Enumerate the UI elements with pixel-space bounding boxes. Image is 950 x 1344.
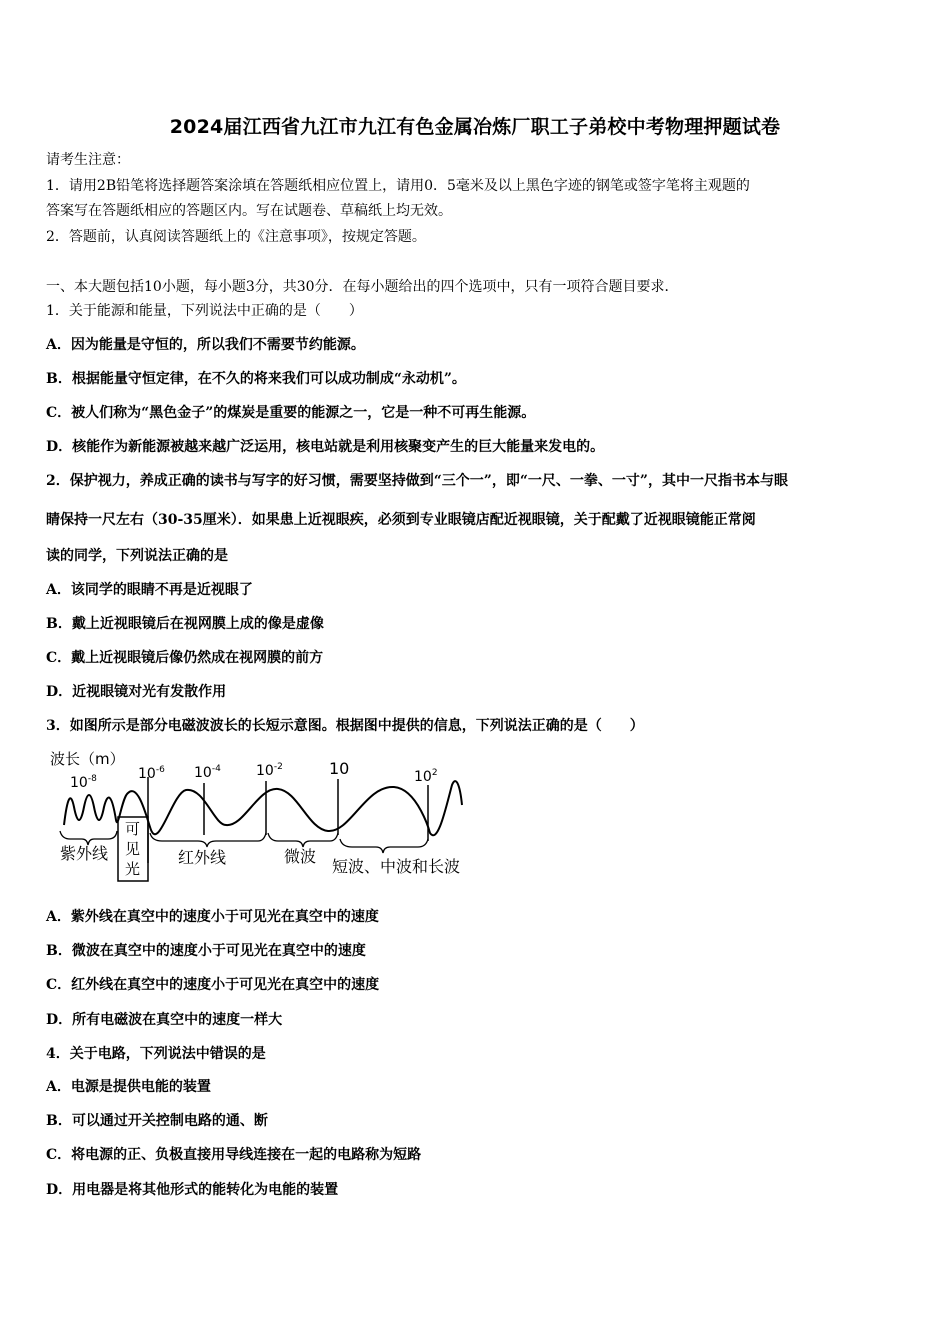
q1-option-d: D．核能作为新能源被越来越广泛运用，核电站就是利用核聚变产生的巨大能量来发电的。	[46, 439, 605, 455]
wavelength-figure	[46, 745, 476, 885]
q2-option-d: D．近视眼镜对光有发散作用	[46, 684, 227, 700]
band-label-microwave: 微波	[284, 847, 317, 866]
band-label-ir: 红外线	[178, 848, 227, 867]
uv-brace	[60, 831, 117, 845]
tick-label-1e-6: $10^{-6}$	[138, 765, 165, 782]
tick-label-10: 10	[329, 759, 350, 778]
axis-label: 波长（m）	[50, 750, 125, 768]
q2-option-c: C．戴上近视眼镜后像仍然成在视网膜的前方	[46, 650, 324, 666]
tick-label-1e2: $10^2$	[414, 768, 438, 785]
q3-option-d: D．所有电磁波在真空中的速度一样大	[46, 1012, 283, 1028]
radio-brace	[340, 839, 428, 853]
q4-option-a: A．电源是提供电能的装置	[46, 1079, 211, 1095]
band-label-uv: 紫外线	[60, 844, 109, 863]
band-label-visible-3: 光	[125, 860, 141, 878]
wave-curve	[64, 781, 462, 835]
tick-label-1e-4: $10^{-4}$	[194, 764, 221, 781]
q2-stem-line-1: 2．保护视力，养成正确的读书与写字的好习惯，需要坚持做到“三个一”，即“一尺、一拳、一寸”，其中一尺指书本与眼	[46, 473, 788, 489]
q2-option-b: B．戴上近视眼镜后在视网膜上成的像是虚像	[46, 616, 324, 632]
q3-stem: 3．如图所示是部分电磁波波长的长短示意图。根据图中提供的信息，下列说法正确的是（ ）	[46, 718, 644, 734]
notice-heading: 请考生注意：	[46, 152, 130, 168]
q4-stem: 4．关于电路，下列说法中错误的是	[46, 1046, 266, 1062]
q2-stem-line-2: 睛保持一尺左右（30-35厘米）．如果患上近视眼疾，必须到专业眼镜店配近视眼镜，关于配戴了近视眼镜能正常阅	[46, 512, 756, 528]
band-label-visible-2: 见	[125, 840, 141, 858]
section-heading: 一、本大题包括10小题，每小题3分，共30分．在每小题给出的四个选项中，只有一项符合题目要求．	[46, 279, 679, 295]
q1-option-c: C．被人们称为“黑色金子”的煤炭是重要的能源之一，它是一种不可再生能源。	[46, 405, 536, 421]
q3-option-b: B．微波在真空中的速度小于可见光在真空中的速度	[46, 943, 366, 959]
notice-item-1-line-1: 1．请用2B铅笔将选择题答案涂填在答题纸相应位置上，请用0．5毫米及以上黑色字迹的钢笔或签字笔将主观题的	[46, 178, 750, 194]
ir-brace	[150, 833, 266, 847]
q3-option-c: C．红外线在真空中的速度小于可见光在真空中的速度	[46, 977, 380, 993]
q4-option-c: C．将电源的正、负极直接用导线连接在一起的电路称为短路	[46, 1147, 422, 1163]
q1-stem: 1．关于能源和能量，下列说法中正确的是（ ）	[46, 303, 363, 319]
q4-option-b: B．可以通过开关控制电路的通、断	[46, 1113, 268, 1129]
page-title: 2024届江西省九江市九江有色金属冶炼厂职工子弟校中考物理押题试卷	[169, 116, 781, 138]
notice-item-1-line-2: 答案写在答题纸相应的答题区内。写在试题卷、草稿纸上均无效。	[46, 203, 452, 219]
microwave-brace	[268, 833, 338, 847]
q4-option-d: D．用电器是将其他形式的能转化为电能的装置	[46, 1182, 339, 1198]
q2-stem-line-3: 读的同学，下列说法正确的是	[46, 548, 228, 564]
q2-option-a: A．该同学的眼睛不再是近视眼了	[46, 582, 253, 598]
band-label-visible-1: 可	[125, 820, 141, 838]
q1-option-a: A．因为能量是守恒的，所以我们不需要节约能源。	[46, 337, 365, 353]
notice-item-2: 2．答题前，认真阅读答题纸上的《注意事项》，按规定答题。	[46, 229, 426, 245]
tick-label-1e-8: $10^{-8}$	[70, 774, 97, 791]
tick-label-1e-2: $10^{-2}$	[256, 762, 283, 779]
q1-option-b: B．根据能量守恒定律，在不久的将来我们可以成功制成“永动机”。	[46, 371, 466, 387]
band-label-radio: 短波、中波和长波	[332, 857, 461, 876]
q3-option-a: A．紫外线在真空中的速度小于可见光在真空中的速度	[46, 909, 379, 925]
